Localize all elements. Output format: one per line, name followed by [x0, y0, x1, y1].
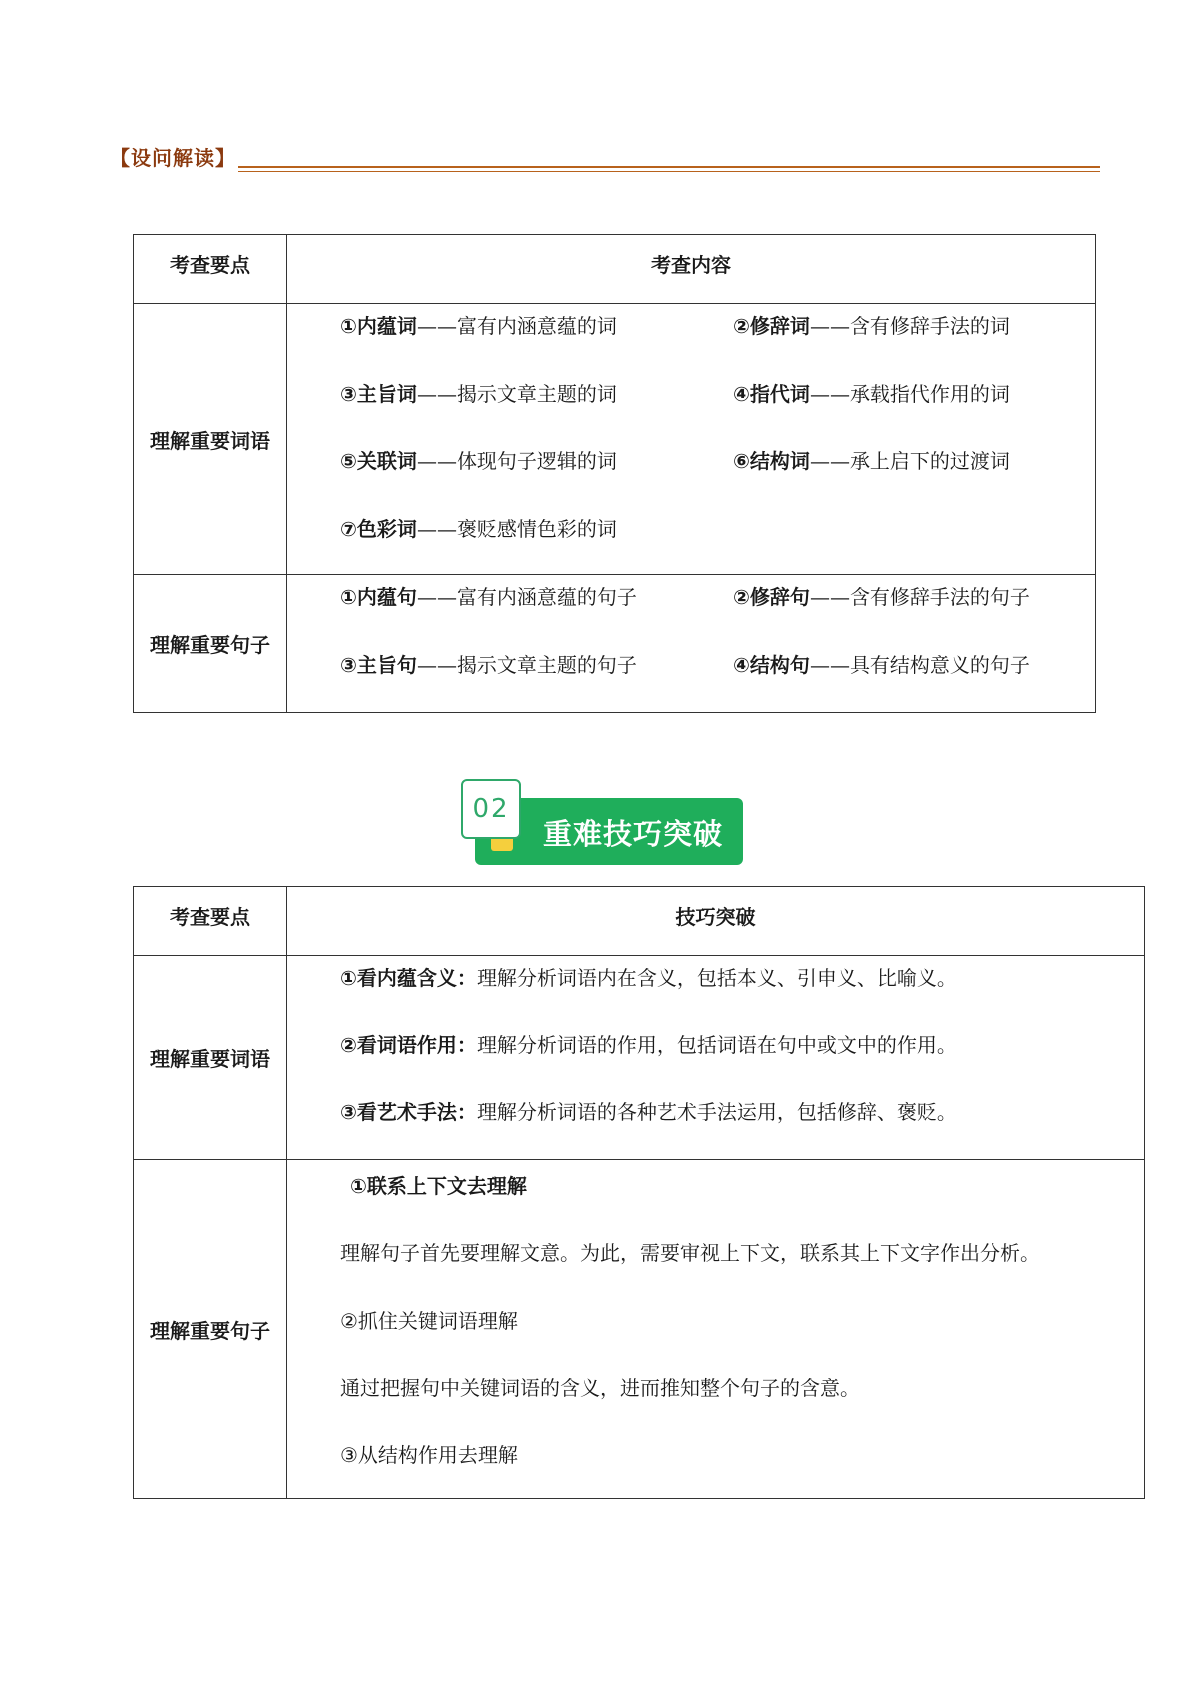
- list-item: ①内蕴句——富有内涵意蕴的句子: [340, 585, 637, 609]
- section-badge: [461, 779, 741, 865]
- list-item: ②修辞句——含有修辞手法的句子: [733, 585, 1030, 609]
- table2-header-points: 考查要点: [134, 887, 287, 956]
- table1-header-content: 考查内容: [287, 235, 1096, 304]
- word-techniques-cell: [287, 956, 1145, 1160]
- list-item: ①内蕴词——富有内涵意蕴的词: [340, 314, 617, 338]
- row-label-words: 理解重要词语: [134, 304, 287, 575]
- word-types-cell: [287, 304, 1096, 575]
- list-item: ②修辞词——含有修辞手法的词: [733, 314, 1010, 338]
- list-item: ④指代词——承载指代作用的词: [733, 382, 1010, 406]
- badge-title: 重难技巧突破: [543, 817, 724, 851]
- technique-text: 理解句子首先要理解文意。为此，需要审视上下文，联系其上下文字作出分析。: [340, 1241, 1040, 1265]
- heading-rule-thin: [238, 171, 1100, 172]
- row-label-sentences: 理解重要句子: [134, 1160, 287, 1499]
- technique-heading: ①联系上下文去理解: [350, 1174, 527, 1198]
- table2-header-techniques: 技巧突破: [287, 887, 1145, 956]
- list-item: ①看内蕴含义：理解分析词语内在含义，包括本义、引申义、比喻义。: [340, 966, 957, 990]
- techniques-table: [133, 886, 1145, 1499]
- list-item: ⑤关联词——体现句子逻辑的词: [340, 449, 617, 473]
- section-heading-label: 【设问解读】: [110, 146, 236, 170]
- list-item: ④结构句——具有结构意义的句子: [733, 653, 1030, 677]
- badge-number: 02: [461, 779, 521, 839]
- technique-heading: ②抓住关键词语理解: [340, 1309, 518, 1333]
- technique-heading: ③从结构作用去理解: [340, 1443, 518, 1467]
- exam-points-table: [133, 234, 1096, 713]
- row-label-words: 理解重要词语: [134, 956, 287, 1160]
- list-item: ⑦色彩词——褒贬感情色彩的词: [340, 517, 617, 541]
- list-item: ③看艺术手法：理解分析词语的各种艺术手法运用，包括修辞、褒贬。: [340, 1100, 957, 1124]
- list-item: ②看词语作用：理解分析词语的作用，包括词语在句中或文中的作用。: [340, 1033, 957, 1057]
- list-item: ⑥结构词——承上启下的过渡词: [733, 449, 1010, 473]
- technique-text: 通过把握句中关键词语的含义，进而推知整个句子的含意。: [340, 1376, 860, 1400]
- section-heading: [110, 140, 1100, 174]
- row-label-sentences: 理解重要句子: [134, 575, 287, 713]
- table1-header-points: 考查要点: [134, 235, 287, 304]
- sentence-types-cell: [287, 575, 1096, 713]
- heading-rule: [238, 166, 1100, 168]
- sentence-techniques-cell: [287, 1160, 1145, 1499]
- list-item: ③主旨句——揭示文章主题的句子: [340, 653, 637, 677]
- list-item: ③主旨词——揭示文章主题的词: [340, 382, 617, 406]
